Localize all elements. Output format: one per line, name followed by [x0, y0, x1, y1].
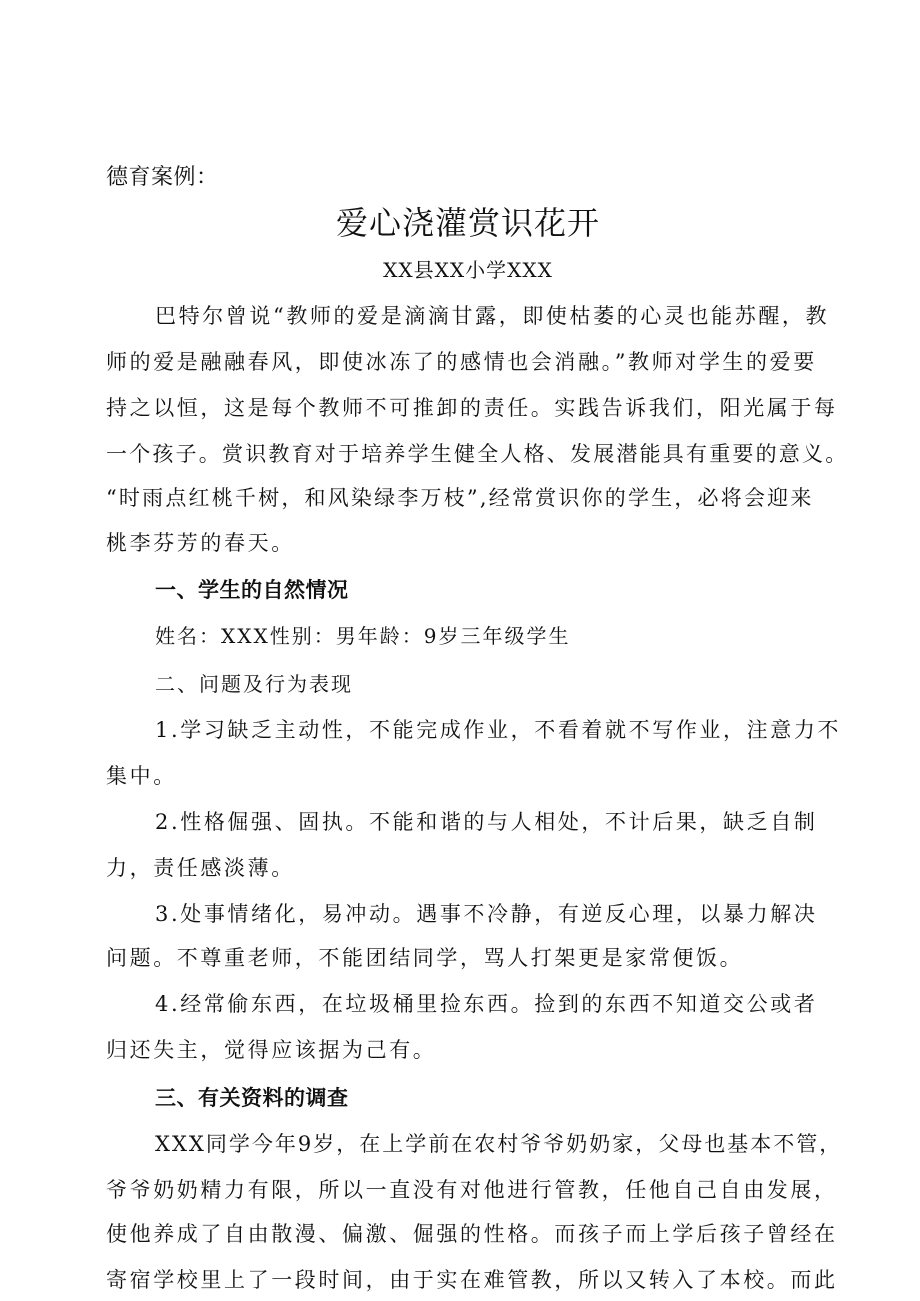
- case-label: 德育案例：: [106, 165, 219, 190]
- paragraph-line: 寄宿学校里上了一段时间，由于实在难管教，所以又转入了本校。而此: [106, 1268, 838, 1292]
- paragraph-line: XXX同学今年9岁，在上学前在农村爷爷奶奶家，父母也基本不管，: [155, 1132, 843, 1156]
- paragraph-line: 师的爱是融融春风，即使冰冻了的感情也会消融。”教师对学生的爱要: [106, 350, 817, 374]
- paragraph-line: 一个孩子。赏识教育对于培养学生健全人格、发展潜能具有重要的意义。: [106, 442, 849, 466]
- paragraph-line: 1.学习缺乏主动性，不能完成作业，不看着就不写作业，注意力不: [155, 718, 842, 742]
- paragraph-line: 2.性格倔强、固执。不能和谐的与人相处，不计后果，缺乏自制: [155, 810, 818, 834]
- document-title: 爱心浇灌赏识花开: [335, 204, 600, 242]
- paragraph-line: 巴特尔曾说“教师的爱是滴滴甘露，即使枯萎的心灵也能苏醒，教: [155, 304, 830, 328]
- paragraph-line: 爷爷奶奶精力有限，所以一直没有对他进行管教，任他自己自由发展，: [106, 1178, 838, 1202]
- paragraph-line: 3.处事情绪化，易冲动。遇事不冷静，有逆反心理，以暴力解决: [155, 902, 818, 926]
- paragraph-line: “时雨点红桃千树，和风染绿李万枝”,经常赏识你的学生，必将会迎来: [106, 486, 814, 510]
- paragraph-line: 持之以恒，这是每个教师不可推卸的责任。实践告诉我们，阳光属于每: [106, 396, 838, 420]
- section-heading: 二、问题及行为表现: [155, 672, 353, 696]
- paragraph-line: 力，责任感淡薄。: [106, 856, 295, 880]
- author-line: XX县XX小学XXX: [383, 258, 553, 282]
- section-heading: 三、有关资料的调查: [155, 1086, 349, 1110]
- paragraph-line: 问题。不尊重老师，不能团结同学，骂人打架更是家常便饭。: [106, 946, 744, 970]
- section-heading: 一、学生的自然情况: [155, 578, 349, 602]
- paragraph-line: 4.经常偷东西，在垃圾桶里捡东西。捡到的东西不知道交公或者: [155, 992, 818, 1016]
- paragraph-line: 桃李芬芳的春天。: [106, 531, 295, 555]
- student-info: 姓名：XXX性别：男年龄：9岁三年级学生: [155, 624, 571, 648]
- paragraph-line: 使他养成了自由散漫、偏激、倔强的性格。而孩子而上学后孩子曾经在: [106, 1222, 838, 1246]
- paragraph-line: 集中。: [106, 764, 177, 788]
- paragraph-line: 归还失主，觉得应该据为己有。: [106, 1038, 437, 1062]
